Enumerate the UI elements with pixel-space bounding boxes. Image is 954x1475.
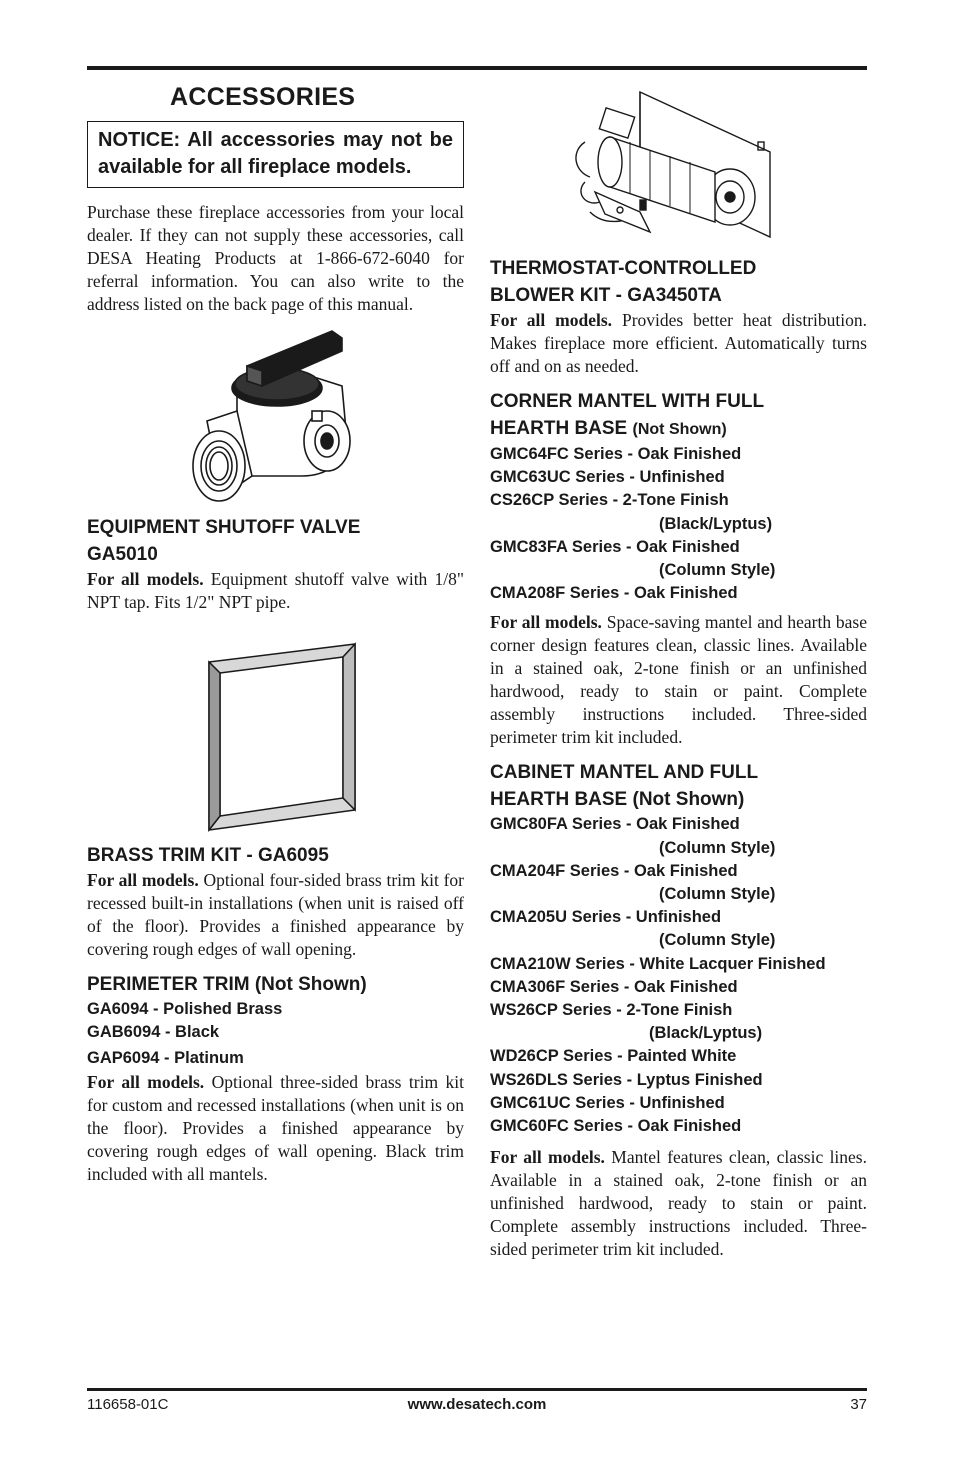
cabinet-item: CMA204F Series - Oak Finished <box>490 861 738 880</box>
corner-item: CMA208F Series - Oak Finished <box>490 584 738 603</box>
website-link[interactable]: www.desatech.com <box>407 1396 547 1413</box>
cabinet-item-note: (Column Style) <box>659 931 776 950</box>
brass-body: Optional four-sided brass trim kit for recessed built-in installations (when unit is raised off of the floor). Provides a finished appearance by covering rough edges of wall opening. <box>87 870 464 959</box>
cabinet-item: WD26CP Series - Painted White <box>490 1047 737 1066</box>
intro-paragraph: Purchase these fireplace accessories from your local dealer. If they can not supply these accessories, call DESA Heating Products at 1-866-672-6040 for referral information. You can also write to the address listed on the back page of this manual. <box>87 202 464 314</box>
doc-number: 116658-01C <box>87 1396 169 1413</box>
shutoff-title-line1: EQUIPMENT SHUTOFF VALVE <box>87 517 361 538</box>
corner-item: GMC64FC Series - Oak Finished <box>490 445 742 463</box>
brass-description <box>87 869 464 961</box>
cabinet-item: WS26CP Series - 2-Tone Finish <box>490 1001 733 1020</box>
corner-description <box>490 611 867 749</box>
shutoff-body: Equipment shutoff valve with 1/8" NPT tap. Fits 1/2" NPT pipe. <box>87 569 464 612</box>
cabinet-item: CMA210W Series - White Lacquer Finished <box>490 954 826 973</box>
shutoff-lead: For all models. <box>87 569 204 589</box>
perimeter-body: Optional three-sided brass trim kit for custom and recessed installations (when unit is on the floor). Provides a finished appearance by covering rough edges of wall opening. Black trim included with all mantels. <box>87 1071 464 1184</box>
cabinet-item: CMA306F Series - Oak Finished <box>490 977 738 996</box>
corner-title-line1: CORNER MANTEL WITH FULL <box>490 391 765 412</box>
shutoff-title <box>87 514 464 568</box>
corner-item: GMC83FA Series - Oak Finished <box>490 537 740 556</box>
corner-item: GMC63UC Series - Unfinished <box>490 468 725 487</box>
blower-title-line1: THERMOSTAT-CONTROLLED <box>490 258 757 279</box>
blower-kit-illustration <box>490 82 867 257</box>
cabinet-item: GMC61UC Series - Unfinished <box>490 1093 725 1112</box>
blower-description <box>490 309 867 378</box>
blower-lead: For all models. <box>490 310 613 330</box>
cabinet-item: WS26DLS Series - Lyptus Finished <box>490 1070 763 1089</box>
cabinet-item: CMA205U Series - Unfinished <box>490 908 722 927</box>
corner-item: CS26CP Series - 2-Tone Finish <box>490 491 729 510</box>
cabinet-title-line1: CABINET MANTEL AND FULL <box>490 762 759 784</box>
cabinet-item: GMC60FC Series - Oak Finished <box>490 1117 742 1136</box>
perimeter-list <box>87 998 464 1071</box>
corner-item-note: (Black/Lyptus) <box>659 514 773 533</box>
page-number: 37 <box>850 1396 867 1413</box>
cabinet-list <box>490 813 867 1138</box>
cabinet-item-note: (Black/Lyptus) <box>649 1024 763 1043</box>
page-title: ACCESSORIES <box>170 83 356 111</box>
right-column <box>490 70 867 1261</box>
perimeter-item: GAB6094 - Black <box>87 1023 220 1042</box>
cabinet-lead: For all models. <box>490 1147 605 1168</box>
corner-lead: For all models. <box>490 612 602 633</box>
shutoff-valve-illustration <box>87 326 464 506</box>
brass-lead: For all models. <box>87 870 199 890</box>
bottom-rule <box>87 1388 867 1391</box>
corner-title-line2: HEARTH BASE <box>490 418 628 439</box>
corner-list <box>490 443 867 605</box>
cabinet-description <box>490 1146 867 1261</box>
brass-trim-illustration <box>87 632 464 832</box>
cabinet-body: Mantel features clean, classic lines. Available in a stained oak, 2-tone finish or an unfinished hardwood, ready to stain or paint. Complete assembly instructions included. Three-sided perimeter trim kit included. <box>490 1147 867 1260</box>
perimeter-item: GA6094 - Polished Brass <box>87 1000 283 1018</box>
left-column <box>87 70 464 1186</box>
corner-title-note: (Not Shown) <box>632 421 727 438</box>
corner-body: Space-saving mantel and hearth base corner design features clean, classic lines. Available in a stained oak, 2-tone finish or an unfinished hardwood, ready to stain or paint. Complete assembly instructions included. Three-sided perimeter trim kit included. <box>490 612 867 748</box>
perimeter-lead: For all models. <box>87 1071 205 1092</box>
cabinet-title <box>490 759 867 813</box>
cabinet-item-note: (Column Style) <box>659 838 776 857</box>
perimeter-title: PERIMETER TRIM (Not Shown) <box>87 974 367 995</box>
corner-item-note: (Column Style) <box>659 561 776 580</box>
cabinet-item-note: (Column Style) <box>659 885 776 904</box>
perimeter-description <box>87 1071 464 1186</box>
notice-box: NOTICE: All accessories may not be available for all fireplace models. <box>87 121 464 188</box>
corner-title <box>490 388 867 443</box>
shutoff-title-line2: GA5010 <box>87 544 158 565</box>
blower-title-line2: BLOWER KIT - GA3450TA <box>490 285 722 306</box>
brass-title: BRASS TRIM KIT - GA6095 <box>87 845 329 866</box>
cabinet-item: GMC80FA Series - Oak Finished <box>490 815 740 834</box>
blower-title <box>490 255 867 309</box>
cabinet-title-line2: HEARTH BASE (Not Shown) <box>490 789 745 811</box>
shutoff-description <box>87 568 464 614</box>
blower-body: Provides better heat distribution. Makes fireplace more efficient. Automatically turns off and on as needed. <box>490 310 867 376</box>
perimeter-item: GAP6094 - Platinum <box>87 1049 244 1068</box>
